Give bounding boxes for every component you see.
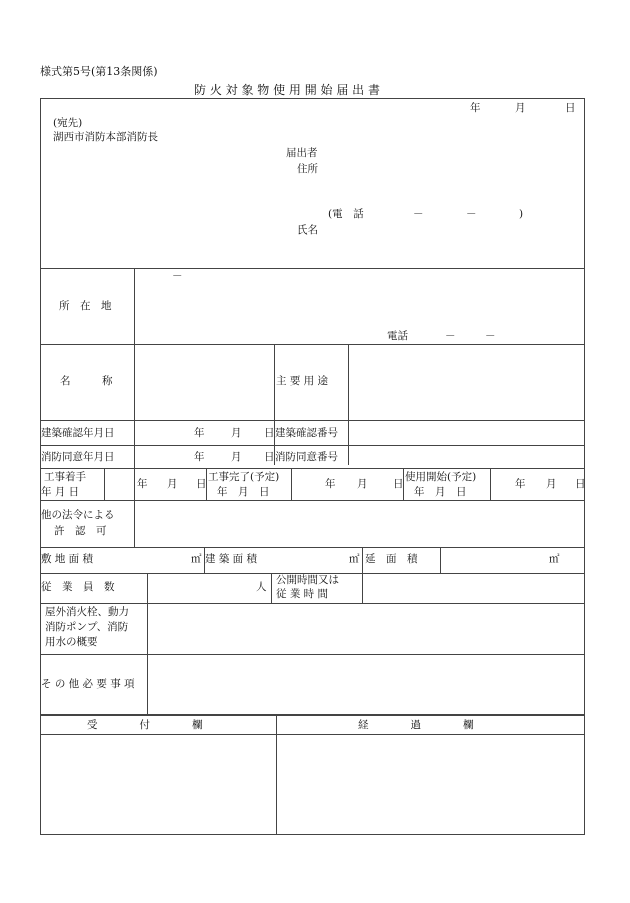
location-phone-dash-2: － [485,330,496,342]
construction-start-year: 年 [137,478,148,490]
construction-start-label-2: 年 月 日 [41,486,80,498]
fire-consent-day: 日 [264,451,275,463]
location-label: 所 在 地 [59,300,112,312]
employees-unit: 人 [256,581,267,593]
construction-start-month: 月 [167,478,178,490]
building-confirm-day: 日 [264,427,275,439]
notifier-label: 届出者 [286,147,318,159]
construction-complete-month: 月 [357,478,368,490]
phone-dash-1: － [413,208,424,220]
progress-column-label: 経 過 欄 [358,719,474,731]
phone-close: ) [519,208,524,220]
building-confirm-month: 月 [231,427,242,439]
hours-label-2: 従 業 時 間 [276,588,329,600]
total-area-unit: ㎡ [549,553,560,565]
reception-column-label: 受 付 欄 [87,719,203,731]
addressee: 湖西市消防本部消防長 [53,131,158,143]
date-day: 日 [565,102,576,114]
use-start-label-1: 使用開始(予定) [405,471,477,483]
use-start-month: 月 [546,478,557,490]
building-confirm-number-label: 建築確認番号 [275,427,338,439]
site-area-unit: ㎡ [191,553,202,565]
form-number: 様式第5号(第13条関係) [40,65,158,78]
addressee-prefix: (宛先) [53,117,83,129]
site-area-label: 敷 地 面 積 [41,553,94,565]
fire-consent-date-label: 消防同意年月日 [41,451,115,463]
hydrant-label-3: 用水の概要 [45,636,98,648]
date-month: 月 [515,102,526,114]
location-phone-label: 電話 [387,330,408,342]
name-label: 氏名 [297,224,318,236]
fire-consent-month: 月 [231,451,242,463]
facility-name-label: 名 称 [60,375,113,387]
use-start-year: 年 [515,478,526,490]
other-matters-label: そ の 他 必 要 事 項 [41,678,135,690]
date-year: 年 [470,102,481,114]
employees-label: 従 業 員 数 [41,581,115,593]
building-area-label: 建 築 面 積 [205,553,258,565]
use-start-day: 日 [575,478,586,490]
address-label: 住所 [297,163,318,175]
use-start-label-2: 年 月 日 [414,486,467,498]
hours-label-1: 公開時間又は [276,574,339,586]
location-phone-dash-1: － [445,330,456,342]
main-use-label: 主 要 用 途 [276,375,329,387]
building-confirm-year: 年 [194,427,205,439]
fire-consent-year: 年 [194,451,205,463]
construction-complete-label-2: 年 月 日 [217,486,270,498]
construction-complete-year: 年 [325,478,336,490]
other-law-label-1: 他の法令による [41,509,115,521]
hydrant-label-1: 屋外消火栓、動力 [45,606,129,618]
other-law-label-2: 許 認 可 [54,525,107,537]
hydrant-label-2: 消防ポンプ、消防 [45,621,129,633]
construction-complete-label-1: 工事完了(予定) [208,471,280,483]
phone-open: (電 話 [328,208,364,220]
page-title: 防 火 対 象 物 使 用 開 始 届 出 書 [194,83,380,97]
fire-consent-number-label: 消防同意番号 [275,451,338,463]
footer-table [40,715,585,835]
construction-complete-day: 日 [393,478,404,490]
construction-start-day: 日 [196,478,207,490]
postal-dash: － [172,270,183,282]
total-area-label: 延 面 積 [365,553,418,565]
phone-dash-2: － [466,208,477,220]
building-confirm-date-label: 建築確認年月日 [41,427,115,439]
construction-start-label-1: 工事着手 [44,471,86,483]
building-area-unit: ㎡ [349,553,360,565]
